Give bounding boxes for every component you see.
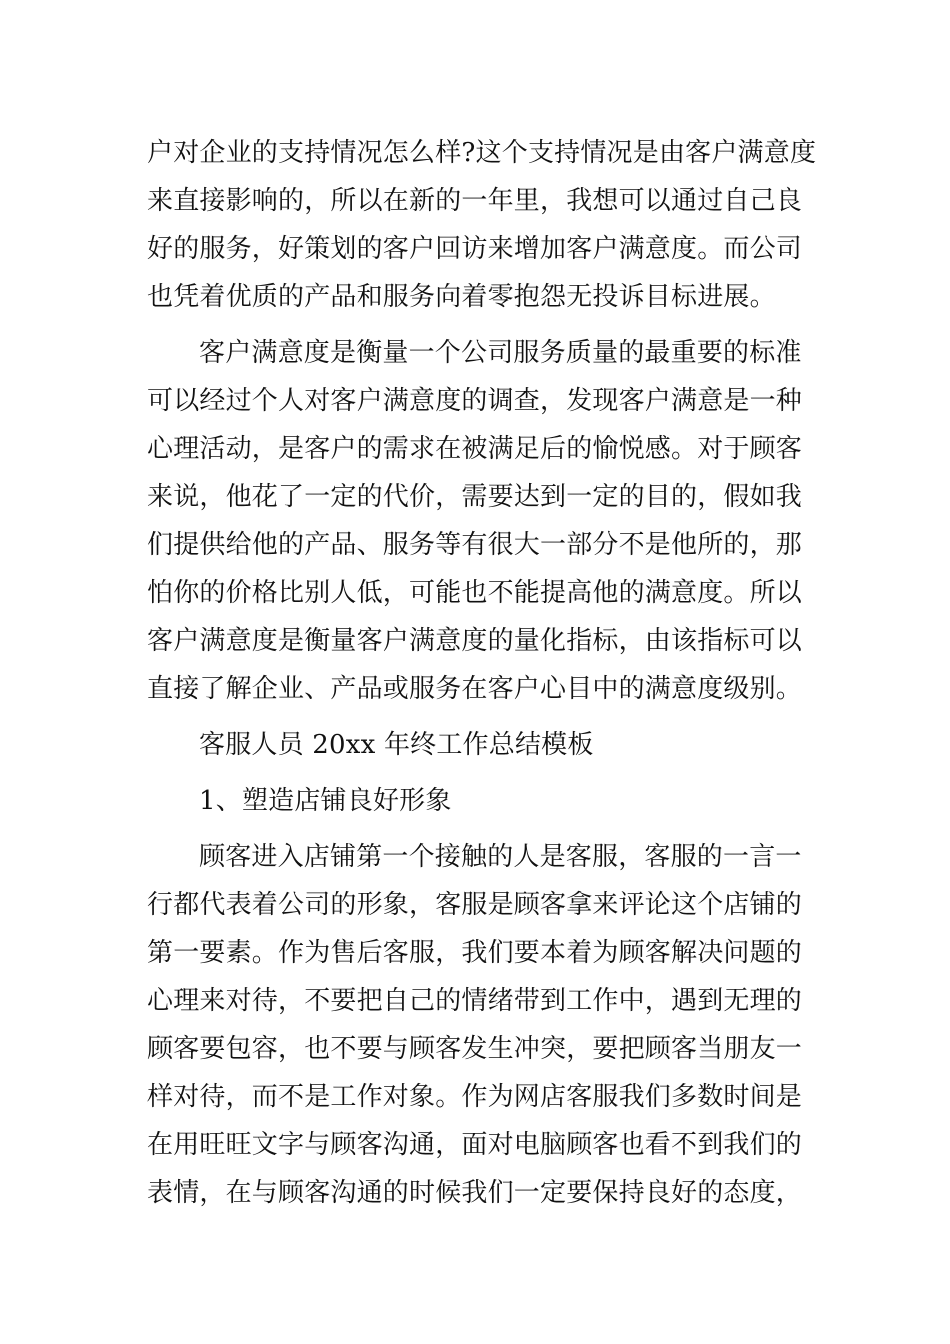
text-line: 客户满意度是衡量一个公司服务质量的最重要的标准 xyxy=(199,338,802,368)
text-line: 表情，在与顾客沟通的时候我们一定要保持良好的态度， xyxy=(147,1178,803,1208)
text-line: 可以经过个人对客户满意度的调查，发现客户满意是一种 xyxy=(147,386,803,416)
text-line: 也凭着优质的产品和服务向着零抱怨无投诉目标进展。 xyxy=(147,282,776,312)
text-line: 来说，他花了一定的代价，需要达到一定的目的，假如我 xyxy=(147,482,803,512)
text-line: 怕你的价格比别人低，可能也不能提高他的满意度。所以 xyxy=(147,578,803,608)
text-line: 心理活动，是客户的需求在被满足后的愉悦感。对于顾客 xyxy=(147,434,803,464)
text-line: 行都代表着公司的形象，客服是顾客拿来评论这个店铺的 xyxy=(147,890,803,920)
text-line: 客户满意度是衡量客户满意度的量化指标，由该指标可以 xyxy=(147,626,803,656)
text-line: 顾客进入店铺第一个接触的人是客服，客服的一言一 xyxy=(199,842,802,872)
text-line: 在用旺旺文字与顾客沟通，面对电脑顾客也看不到我们的 xyxy=(147,1130,803,1160)
text-line: 户对企业的支持情况怎么样?这个支持情况是由客户满意度 xyxy=(147,138,817,168)
section-heading: 客服人员 20xx 年终工作总结模板 xyxy=(199,730,594,760)
text-line: 好的服务，好策划的客户回访来增加客户满意度。而公司 xyxy=(147,234,803,264)
text-line: 第一要素。作为售后客服，我们要本着为顾客解决问题的 xyxy=(147,938,803,968)
text-line: 们提供给他的产品、服务等有很大一部分不是他所的，那 xyxy=(147,530,803,560)
subsection-heading: 1、塑造店铺良好形象 xyxy=(199,786,452,816)
text-line: 顾客要包容，也不要与顾客发生冲突，要把顾客当朋友一 xyxy=(147,1034,803,1064)
text-line: 来直接影响的，所以在新的一年里，我想可以通过自己良 xyxy=(147,186,803,216)
text-line: 心理来对待，不要把自己的情绪带到工作中，遇到无理的 xyxy=(147,986,803,1016)
text-line: 样对待，而不是工作对象。作为网店客服我们多数时间是 xyxy=(147,1082,803,1112)
text-line: 直接了解企业、产品或服务在客户心目中的满意度级别。 xyxy=(147,674,803,704)
